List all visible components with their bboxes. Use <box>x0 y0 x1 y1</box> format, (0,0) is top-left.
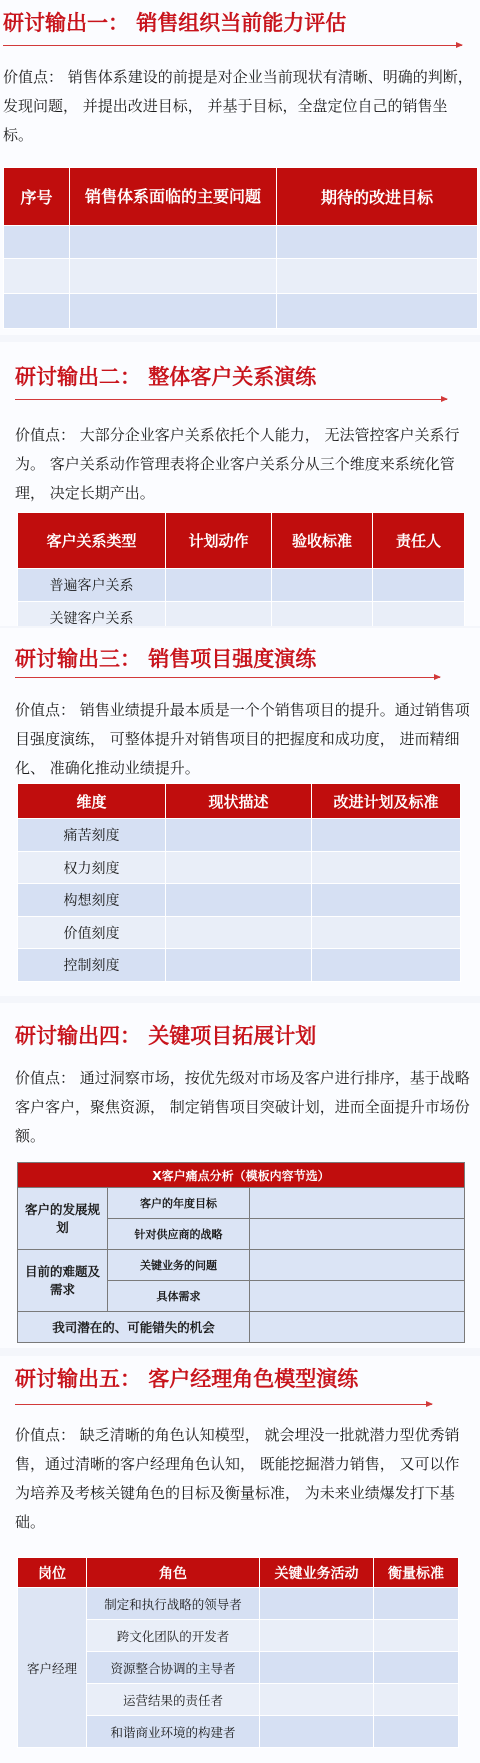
table-row <box>18 884 461 917</box>
header-cell: 客户关系类型 <box>18 513 166 569</box>
table-title: X客户痛点分析（模板内容节选） <box>18 1163 465 1188</box>
table-cell <box>260 1716 374 1748</box>
header-cell: 改进计划及标准 <box>312 784 461 819</box>
table-cell <box>373 569 465 602</box>
row-label: 具体需求 <box>108 1281 250 1312</box>
table-cell <box>277 294 478 329</box>
table-cell <box>166 917 312 949</box>
table-cell <box>166 819 312 852</box>
header-cell: 序号 <box>4 168 70 226</box>
section-2-paragraph: 价值点： 大部分企业客户关系依托个人能力， 无法管控客户关系行为。 客户关系动作管理表将企业客户关系分从三个维度来系统化管理， 决定长期产出。 <box>15 426 460 502</box>
header-cell: 岗位 <box>18 1558 87 1588</box>
table-row <box>18 819 461 852</box>
section-5-title: 研讨输出五： 客户经理角色模型演练 <box>15 1367 359 1391</box>
table-cell <box>260 1684 374 1716</box>
table-row <box>18 1250 465 1281</box>
table-row <box>18 852 461 884</box>
table-cell <box>260 1588 374 1620</box>
section-3-rule <box>15 677 440 678</box>
header-cell: 验收标准 <box>272 513 373 569</box>
section-2-rule <box>15 399 447 400</box>
header-cell: 责任人 <box>373 513 465 569</box>
section-2-title: 研讨输出二： 整体客户关系演练 <box>15 365 317 389</box>
table-cell <box>166 602 272 627</box>
section-2-table <box>17 512 465 626</box>
table-row <box>18 602 465 627</box>
table-cell <box>250 1188 465 1219</box>
row-label: 价值刻度 <box>18 917 166 949</box>
header-cell: 维度 <box>18 784 166 819</box>
table-cell <box>260 1620 374 1652</box>
table-cell <box>272 602 373 627</box>
table-cell <box>4 259 70 294</box>
group-label: 客户的发展规划 <box>18 1188 108 1250</box>
table-cell <box>250 1312 465 1343</box>
section-4-title: 研讨输出四： 关键项目拓展计划 <box>15 1024 317 1048</box>
footer-label: 我司潜在的、可能错失的机会 <box>18 1312 250 1343</box>
table-cell <box>166 569 272 602</box>
table-cell <box>250 1281 465 1312</box>
section-5-paragraph: 价值点： 缺乏清晰的角色认知模型， 就会埋没一批就潜力型优秀销售，通过清晰的客户经理角色认知， 既能挖掘潜力销售， 又可以作为培养及考核关键角色的目标及衡量标准， 为未来业绩爆发打下基础。 <box>15 1426 460 1531</box>
table-cell <box>374 1716 459 1748</box>
table-row <box>4 294 478 329</box>
table-cell <box>277 226 478 259</box>
table-cell <box>166 949 312 982</box>
table-cell <box>272 569 373 602</box>
table-row <box>18 1312 465 1343</box>
section-5-table <box>17 1557 459 1748</box>
section-4-table <box>17 1162 465 1343</box>
header-cell: 角色 <box>87 1558 260 1588</box>
section-3-title: 研讨输出三： 销售项目强度演练 <box>15 647 317 671</box>
row-label: 痛苦刻度 <box>18 819 166 852</box>
section-4 <box>0 1003 480 1348</box>
table-cell <box>4 294 70 329</box>
table-cell <box>312 852 461 884</box>
table-cell <box>250 1250 465 1281</box>
role-cell: 和谐商业环境的构建者 <box>87 1716 260 1748</box>
section-1 <box>0 0 480 335</box>
table-cell <box>374 1684 459 1716</box>
row-label: 关键业务的问题 <box>108 1250 250 1281</box>
table-cell <box>260 1652 374 1684</box>
row-label: 普遍客户关系 <box>18 569 166 602</box>
table-cell <box>277 259 478 294</box>
section-1-table <box>3 167 478 329</box>
table-cell <box>70 226 277 259</box>
group-label: 目前的难题及需求 <box>18 1250 108 1312</box>
section-1-paragraph: 价值点： 销售体系建设的前提是对企业当前现状有清晰、明确的判断，发现问题， 并提出改进目标， 并基于目标，全盘定位自己的销售坐标。 <box>3 68 473 144</box>
table-row <box>4 259 478 294</box>
position-cell: 客户经理 <box>18 1588 87 1748</box>
table-cell <box>374 1588 459 1620</box>
role-cell: 资源整合协调的主导者 <box>87 1652 260 1684</box>
table-row <box>18 569 465 602</box>
table-row <box>18 1588 459 1620</box>
role-cell: 制定和执行战略的领导者 <box>87 1588 260 1620</box>
row-label: 构想刻度 <box>18 884 166 917</box>
header-cell: 现状描述 <box>166 784 312 819</box>
row-label: 针对供应商的战略 <box>108 1219 250 1250</box>
table-cell <box>373 602 465 627</box>
section-3 <box>0 628 480 996</box>
section-3-paragraph: 价值点： 销售业绩提升最本质是一个个销售项目的提升。通过销售项目强度演练， 可整体提升对销售项目的把握度和成功度， 进而精细化、 准确化推动业绩提升。 <box>15 701 470 777</box>
table-cell <box>70 294 277 329</box>
section-5-rule <box>15 1404 432 1405</box>
section-3-table <box>17 783 461 982</box>
row-label: 关键客户关系 <box>18 602 166 627</box>
table-cell <box>70 259 277 294</box>
table-cell <box>312 819 461 852</box>
table-cell <box>374 1652 459 1684</box>
row-label: 客户的年度目标 <box>108 1188 250 1219</box>
table-cell <box>374 1620 459 1652</box>
row-label: 权力刻度 <box>18 852 166 884</box>
table-cell <box>166 852 312 884</box>
table-cell <box>312 949 461 982</box>
row-label: 控制刻度 <box>18 949 166 982</box>
section-2 <box>0 342 480 626</box>
table-row <box>18 949 461 982</box>
header-cell: 计划动作 <box>166 513 272 569</box>
role-cell: 跨文化团队的开发者 <box>87 1620 260 1652</box>
role-cell: 运营结果的责任者 <box>87 1684 260 1716</box>
header-cell: 销售体系面临的主要问题 <box>70 168 277 226</box>
header-cell: 衡量标准 <box>374 1558 459 1588</box>
table-cell <box>250 1219 465 1250</box>
section-4-paragraph: 价值点： 通过洞察市场，按优先级对市场及客户进行排序，基于战略客户客户，聚焦资源， 制定销售项目突破计划，进而全面提升市场份额。 <box>15 1069 470 1145</box>
table-cell <box>312 884 461 917</box>
section-1-rule <box>3 45 462 46</box>
table-cell <box>312 917 461 949</box>
header-cell: 关键业务活动 <box>260 1558 374 1588</box>
table-cell <box>4 226 70 259</box>
table-row <box>4 226 478 259</box>
table-row <box>18 1188 465 1219</box>
section-1-title: 研讨输出一： 销售组织当前能力评估 <box>3 11 347 35</box>
table-cell <box>166 884 312 917</box>
table-row <box>18 917 461 949</box>
section-5 <box>0 1356 480 1763</box>
header-cell: 期待的改进目标 <box>277 168 478 226</box>
